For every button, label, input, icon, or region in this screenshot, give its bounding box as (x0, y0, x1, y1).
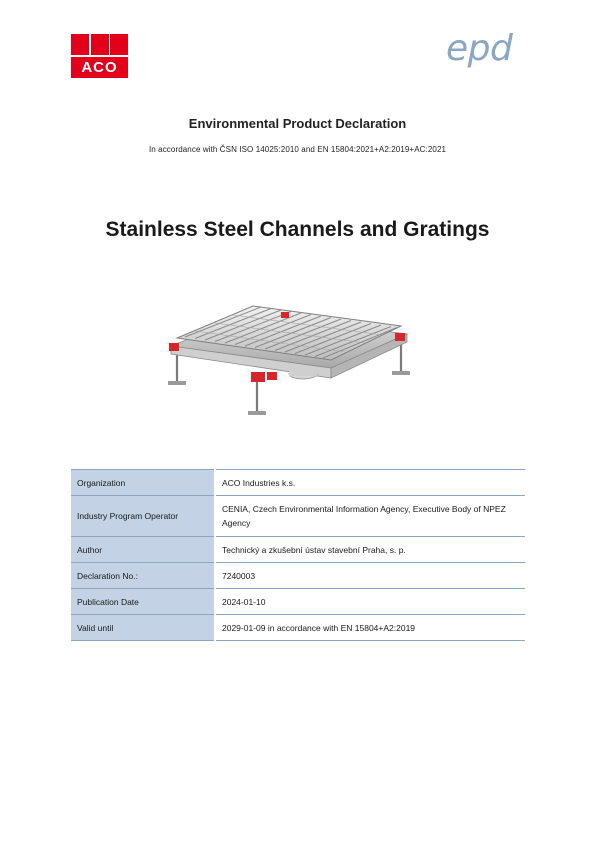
table-row (71, 563, 525, 589)
declaration-info-table (71, 469, 525, 641)
row-value-program-operator: CENIA, Czech Environmental Information Agency, Executive Body of NPEZ Agency (215, 496, 525, 537)
table-row (71, 470, 525, 496)
table-row (71, 537, 525, 563)
product-title: Stainless Steel Channels and Gratings (105, 218, 490, 241)
row-label-publication-date: Publication Date (71, 589, 215, 615)
logo-text: ACO (81, 59, 118, 76)
row-value-organization: ACO Industries k.s. (215, 470, 525, 496)
epd-brand-mark: epd (446, 28, 513, 69)
row-value-author: Technický a zkušební ústav stavební Praha, s. p. (215, 537, 525, 563)
document-title: Environmental Product Declaration (188, 116, 407, 131)
row-label-author: Author (71, 537, 215, 563)
table-row (71, 615, 525, 641)
document-subtitle: In accordance with ČSN ISO 14025:2010 and EN 15804:2021+A2:2019+AC:2021 (148, 145, 447, 154)
aco-logo (71, 34, 128, 78)
table-row (71, 496, 525, 537)
row-value-publication-date: 2024-01-10 (215, 589, 525, 615)
row-label-program-operator: Industry Program Operator (71, 496, 215, 537)
table-row (71, 589, 525, 615)
row-value-valid-until: 2029-01-09 in accordance with EN 15804+A2:2019 (215, 615, 525, 641)
row-label-organization: Organization (71, 470, 215, 496)
row-label-valid-until: Valid until (71, 615, 215, 641)
row-label-declaration-no: Declaration No.: (71, 563, 215, 589)
row-value-declaration-no: 7240003 (215, 563, 525, 589)
drainage-channel-grating-image (155, 288, 435, 418)
